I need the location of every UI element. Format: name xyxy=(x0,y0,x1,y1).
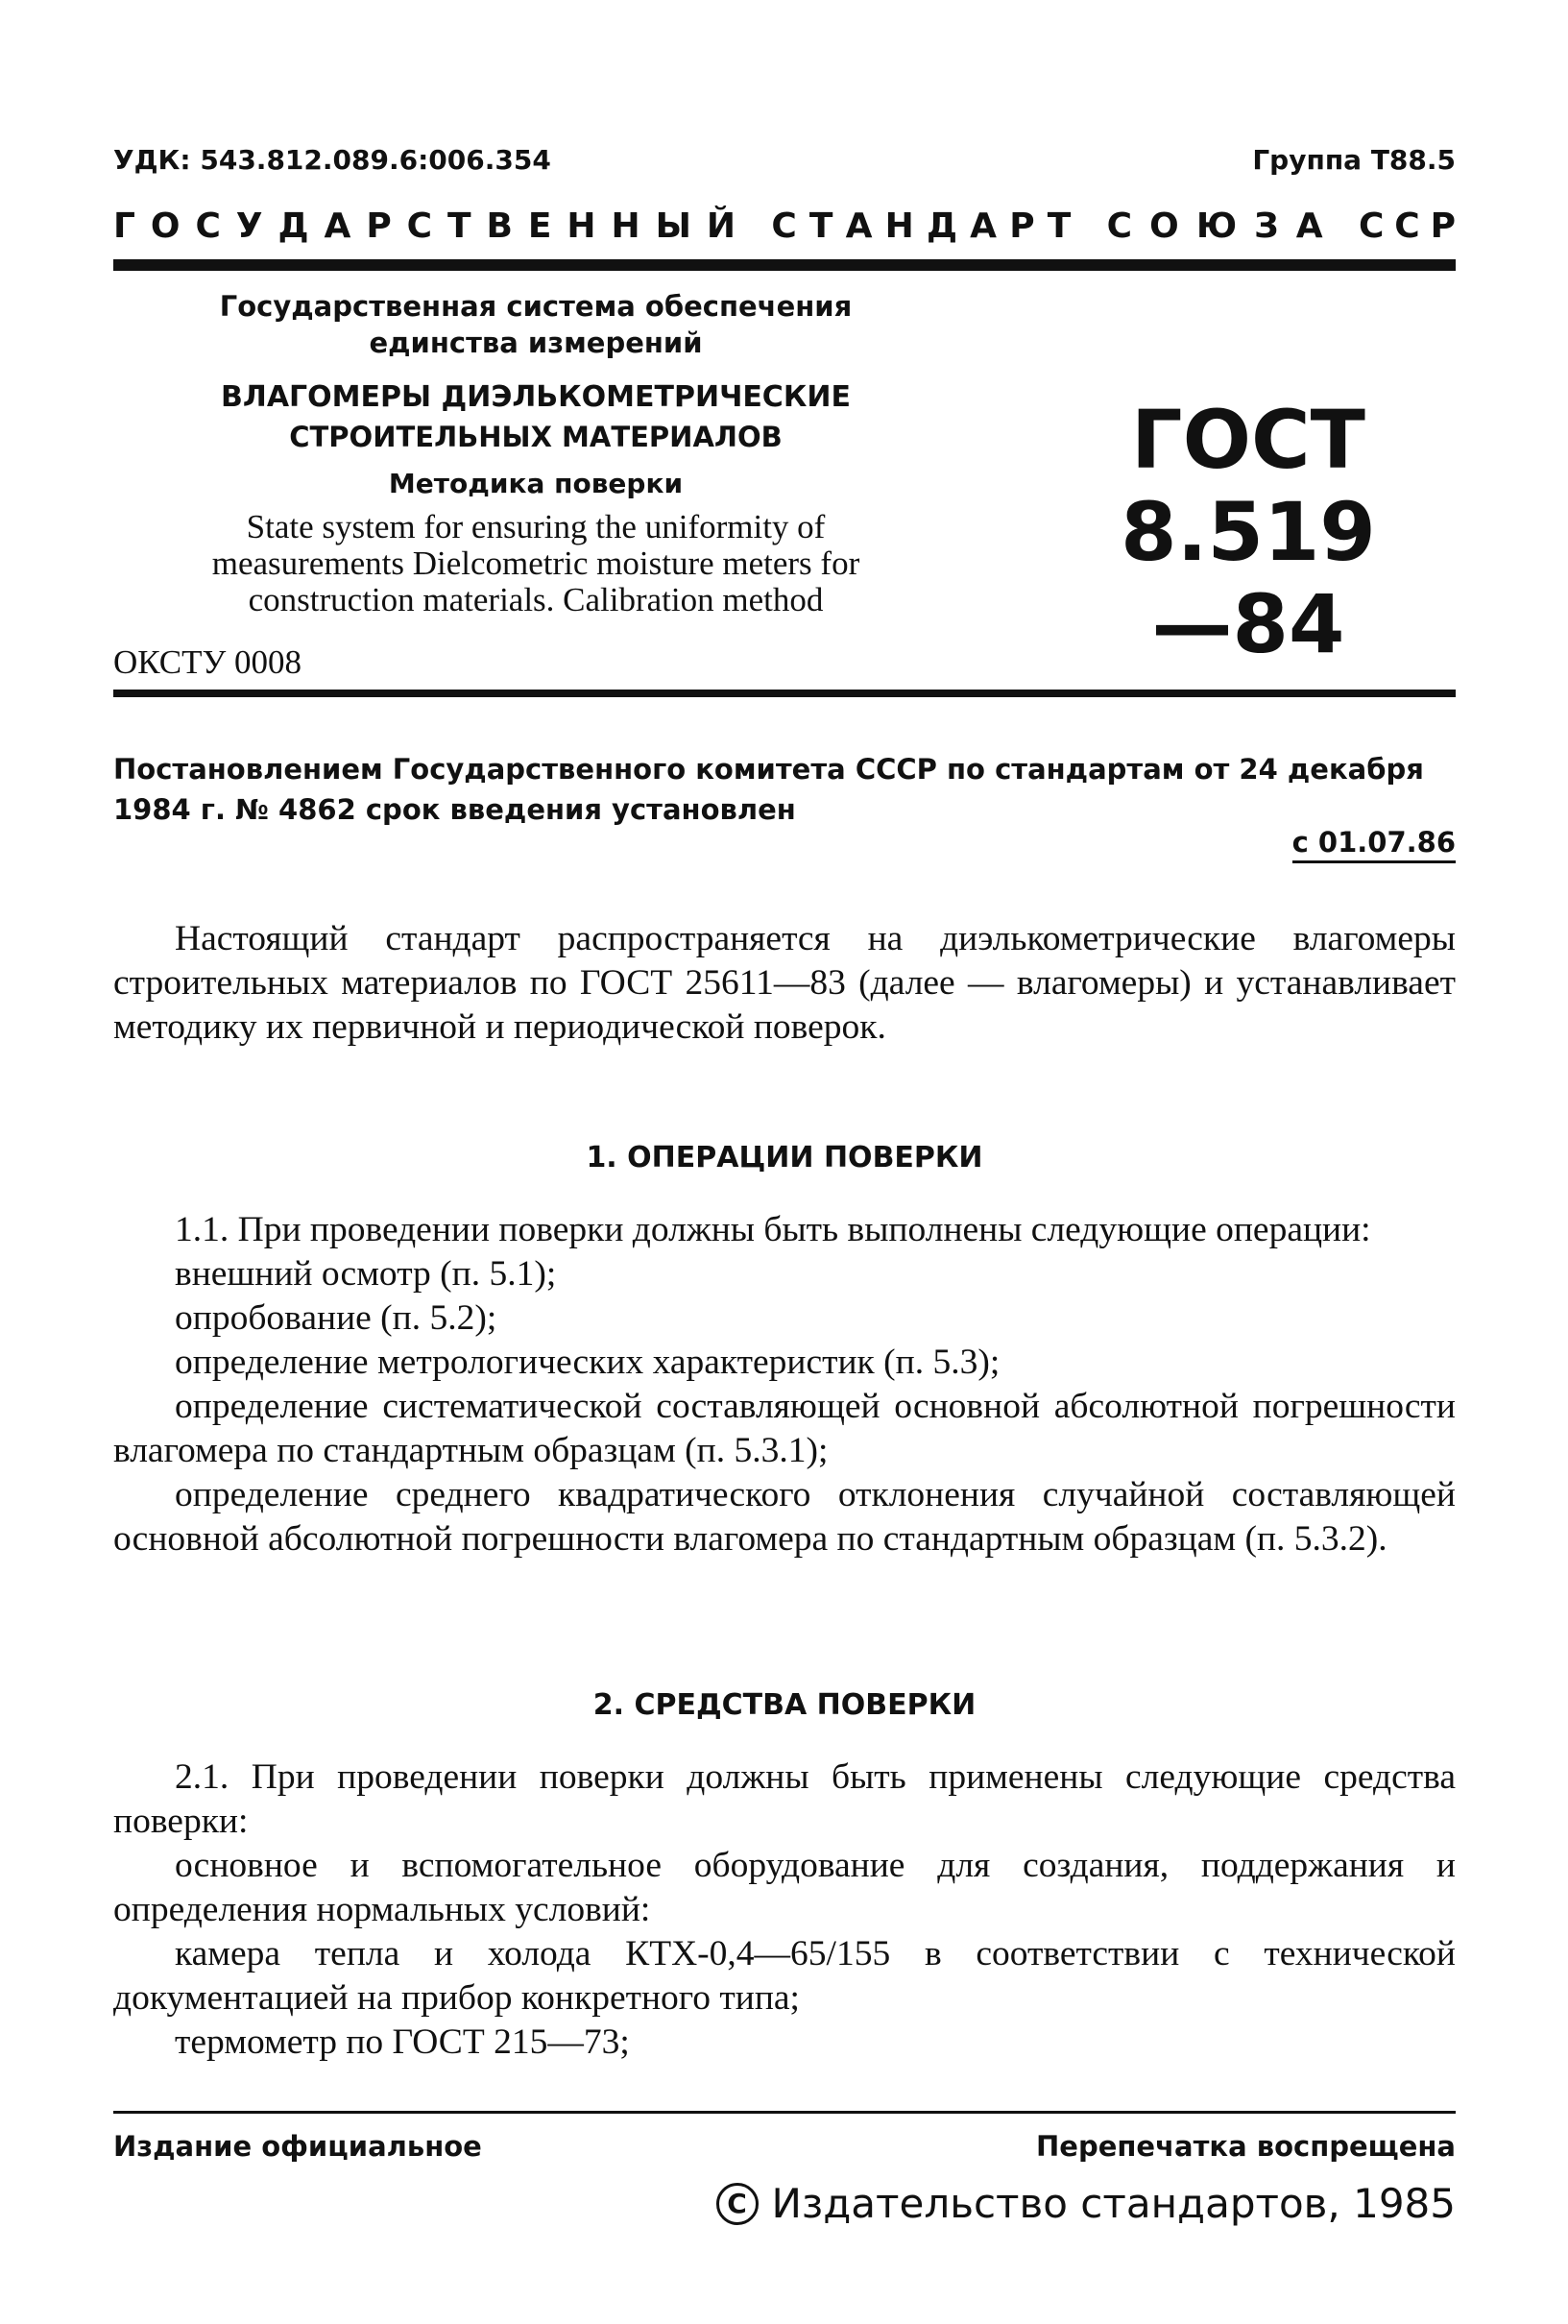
banner-letter: Г xyxy=(113,206,135,246)
banner-letter: С xyxy=(406,206,433,246)
banner-letter: О xyxy=(150,206,181,246)
banner-letter: В xyxy=(486,206,513,246)
udk-code: УДК: 543.812.089.6:006.354 xyxy=(113,144,551,176)
copyright-text: Издательство стандартов, 1985 xyxy=(771,2180,1456,2227)
section-2-heading: 2. СРЕДСТВА ПОВЕРКИ xyxy=(592,1688,977,1722)
section-2-body xyxy=(113,1755,1456,2065)
banner-letter: А xyxy=(1295,206,1323,246)
section-1-body xyxy=(113,1208,1456,1561)
okstu-code: ОКСТУ 0008 xyxy=(113,643,302,681)
banner-letter: С xyxy=(771,206,797,246)
gost-label: ГОСТ xyxy=(1131,393,1365,487)
subtitle: Методика поверки xyxy=(388,468,684,499)
banner-letter: А xyxy=(845,206,873,246)
section-1-item: внешний осмотр (п. 5.1); xyxy=(175,1254,557,1294)
title-block xyxy=(113,288,958,618)
banner-letter: С xyxy=(1106,206,1133,246)
publisher-copyright xyxy=(716,2180,1456,2227)
banner-letter: З xyxy=(1254,206,1279,246)
system-line-2: единства измерений xyxy=(369,327,703,359)
title-line-2: СТРОИТЕЛЬНЫХ МАТЕРИАЛОВ xyxy=(289,421,783,453)
banner-letter: С xyxy=(1358,206,1385,246)
english-line-3: construction materials. Calibration method xyxy=(248,581,824,618)
decree-text: Постановлением Государственного комитета СССР по стандартам от 24 декабря 1984 г. № 4862 срок введения установлен xyxy=(113,753,1424,826)
group-code: Группа Т88.5 xyxy=(1252,144,1456,176)
official-edition: Издание официальное xyxy=(113,2130,482,2163)
banner-letter: Р xyxy=(1430,206,1456,246)
banner-letter: А xyxy=(970,206,998,246)
copyright-icon: C xyxy=(716,2183,759,2225)
english-line-1: State system for ensuring the uniformity of xyxy=(246,508,826,545)
system-line-1: Государственная система обеспечения xyxy=(219,290,853,323)
section-2-item: камера тепла и холода КТХ-0,4—65/155 в соответствии с технической документацией на прибор конкретного типа; xyxy=(113,1934,1456,2018)
reprint-prohibited: Перепечатка воспрещена xyxy=(1036,2130,1456,2163)
banner-letter: Й xyxy=(706,206,736,246)
banner-word-4 xyxy=(1359,206,1456,246)
top-divider xyxy=(113,259,1456,271)
section-1-item: определение систематической составляющей основной абсолютной погрешности влагомера по стандартным образцам (п. 5.3.1); xyxy=(113,1387,1456,1470)
section-1-item: определение среднего квадратического отклонения случайной составляющей основной абсолютной погрешности влагомера по стандартным образцам (п. 5.3.2). xyxy=(113,1475,1456,1559)
banner-letter: Ы xyxy=(655,206,691,246)
banner-letter: С xyxy=(195,206,221,246)
section-2-item: термометр по ГОСТ 215—73; xyxy=(175,2022,630,2062)
banner-letter: С xyxy=(1394,206,1420,246)
banner-letter: Т xyxy=(808,206,833,246)
footer-divider xyxy=(113,2111,1456,2114)
section-2-item: основное и вспомогательное оборудование для создания, поддержания и определения нормальных условий: xyxy=(113,1846,1456,1929)
banner-letter: О xyxy=(1149,206,1179,246)
gost-number: 8.519—84 xyxy=(1121,485,1376,671)
title-line-1: ВЛАГОМЕРЫ ДИЭЛЬКОМЕТРИЧЕСКИЕ xyxy=(221,380,851,414)
banner-letter: А xyxy=(324,206,351,246)
english-line-2: measurements Dielcometric moisture meters for xyxy=(211,545,860,582)
section-1-item: опробование (п. 5.2); xyxy=(175,1298,497,1338)
banner-word-2 xyxy=(771,206,1071,246)
banner-letter: Е xyxy=(527,206,552,246)
banner-letter: Ю xyxy=(1195,206,1238,246)
effective-date: с 01.07.86 xyxy=(1292,826,1456,863)
intro-paragraph xyxy=(113,917,1456,1050)
banner-letter: Р xyxy=(1009,206,1035,246)
section-2-lead: 2.1. При проведении поверки должны быть применены следующие средства поверки: xyxy=(113,1757,1456,1841)
gost-designation xyxy=(1095,394,1402,670)
banner-letter: Н xyxy=(567,206,596,246)
banner-letter: У xyxy=(235,206,263,246)
standard-banner xyxy=(113,206,1456,246)
section-1-heading: 1. ОПЕРАЦИИ ПОВЕРКИ xyxy=(586,1141,983,1174)
banner-letter: Д xyxy=(277,206,309,246)
section-1-item: определение метрологических характеристик (п. 5.3); xyxy=(175,1343,1001,1382)
banner-letter: Р xyxy=(366,206,392,246)
section-1-lead: 1.1. При проведении поверки должны быть выполнены следующие операции: xyxy=(175,1210,1371,1249)
banner-letter: Т xyxy=(1047,206,1072,246)
middle-divider xyxy=(113,690,1456,697)
banner-letter: Д xyxy=(926,206,958,246)
intro-text: Настоящий стандарт распространяется на диэлькометрические влагомеры строительных материалов по ГОСТ 25611—83 (далее — влагомеры) и устанавливает методику их первичной и периодической поверок. xyxy=(113,919,1456,1047)
banner-word-1 xyxy=(113,206,736,246)
banner-word-3 xyxy=(1107,206,1323,246)
banner-letter: Т xyxy=(447,206,471,246)
english-title xyxy=(113,509,958,618)
banner-letter: Н xyxy=(611,206,640,246)
banner-letter: Н xyxy=(884,206,914,246)
